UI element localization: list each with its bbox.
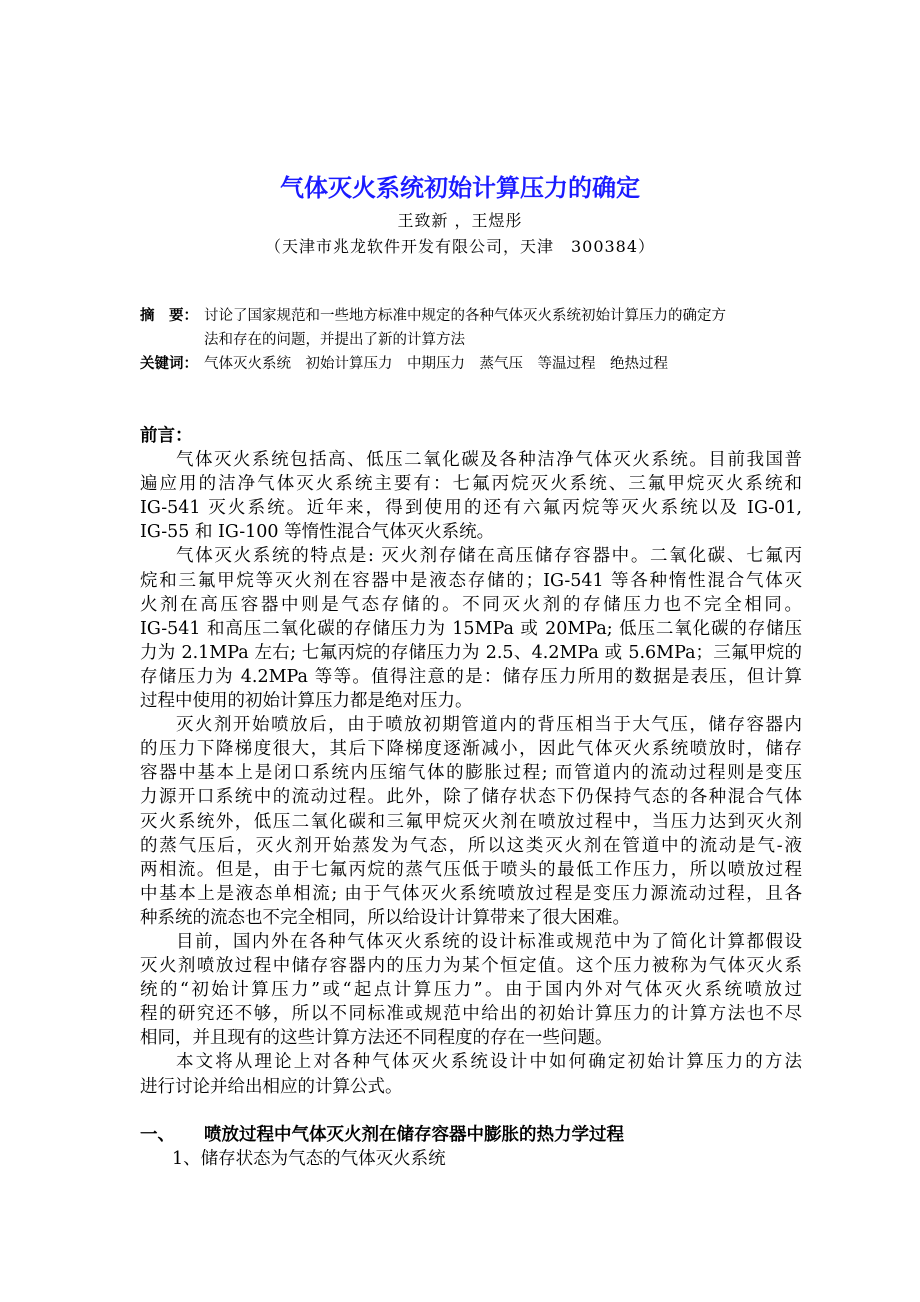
paragraph-line: 中基本上是液态单相流; 由于气体灭火系统喷放过程是变压力源流动过程，且各 — [140, 883, 802, 904]
abstract-line: 法和存在的问题，并提出了新的计算方法 — [204, 332, 465, 348]
paragraph-line: IG-541 和高压二氧化碳的存储压力为 15MPa 或 20MPa; 低压二氧化碳的存储压 — [140, 618, 802, 639]
paragraph — [140, 544, 802, 713]
paragraph-line: 容器中基本上是闭口系统内压缩气体的膨胀过程; 而管道内的流动过程则是变压 — [140, 763, 802, 784]
affiliation: （天津市兆龙软件开发有限公司，天津 300384） — [264, 237, 656, 256]
paragraph-line: 火剂在高压容器中则是气态存储的。不同灭火剂的存储压力也不完全相同。 — [140, 594, 802, 615]
paragraph — [140, 1050, 802, 1098]
paragraph-line: 遍应用的洁净气体灭火系统主要有：七氟丙烷灭火系统、三氟甲烷灭火系统和 — [140, 474, 802, 495]
subsection-heading: 1、储存状态为气态的气体灭火系统 — [172, 1148, 446, 1169]
paragraph-line: 种系统的流态也不完全相同，所以给设计计算带来了很大困难。 — [140, 907, 630, 928]
paragraph-line: 本文将从理论上对各种气体灭火系统设计中如何确定初始计算压力的方法 — [176, 1052, 802, 1073]
paragraph-line: 灭火剂开始喷放后，由于喷放初期管道内的背压相当于大气压，储存容器内 — [176, 715, 802, 736]
paragraph-line: 相同，并且现有的这些计算方法还不同程度的存在一些问题。 — [140, 1028, 613, 1049]
paragraph-line: 统的“初始计算压力”或“起点计算压力”。由于国内外对气体灭火系统喷放过 — [140, 980, 802, 1001]
paragraph-line: IG-541 灭火系统。近年来，得到使用的还有六氟丙烷等灭火系统以及 IG-01, — [140, 498, 802, 519]
paragraph-line: 两相流。但是，由于七氟丙烷的蒸气压低于喷头的最低工作压力，所以喷放过程 — [140, 859, 802, 880]
paragraph-line: IG-55 和 IG-100 等惰性混合气体灭火系统。 — [140, 522, 495, 543]
abstract-label: 摘 要： — [140, 307, 198, 324]
paragraph-line: 力为 2.1MPa 左右; 七氟丙烷的存储压力为 2.5、4.2MPa 或 5.6MPa；三氟甲烷的 — [140, 642, 802, 663]
section-number: 一、 — [140, 1124, 175, 1145]
section-heading — [140, 1123, 802, 1147]
paragraph-line: 进行讨论并给出相应的计算公式。 — [140, 1076, 403, 1097]
paragraph — [140, 930, 802, 1050]
paragraph-line: 力源开口系统中的流动过程。此外，除了储存状态下仍保持气态的各种混合气体 — [140, 787, 802, 808]
abstract — [140, 304, 800, 376]
paragraph-line: 过程中使用的初始计算压力都是绝对压力。 — [140, 691, 473, 712]
paragraph — [140, 448, 802, 544]
paragraph-line: 烷和三氟甲烷等灭火剂在容器中是液态存储的；IG-541 等各种惰性混合气体灭 — [140, 570, 802, 591]
paragraph — [140, 713, 802, 930]
authors: 王致新 ，王煜彤 — [397, 211, 523, 230]
body-text — [140, 424, 802, 1171]
section-title: 喷放过程中气体灭火剂在储存容器中膨胀的热力学过程 — [204, 1124, 624, 1145]
paragraph-line: 程的研究还不够，所以不同标准或规范中给出的初始计算压力的计算方法也不尽 — [140, 1004, 802, 1025]
paragraph-line: 灭火剂喷放过程中储存容器内的压力为某个恒定值。这个压力被称为气体灭火系 — [140, 956, 802, 977]
paragraph-line: 气体灭火系统的特点是: 灭火剂存储在高压储存容器中。二氧化碳、七氟丙 — [176, 546, 802, 567]
keywords-label: 关键词： — [140, 355, 198, 372]
document-title: 气体灭火系统初始计算压力的确定 — [280, 174, 640, 202]
paragraph-line: 的蒸气压后，灭火剂开始蒸发为气态，所以这类灭火剂在管道中的流动是气-液 — [140, 835, 802, 856]
paragraph-line: 目前，国内外在各种气体灭火系统的设计标准或规范中为了简化计算都假设 — [176, 931, 802, 952]
paragraph-line: 存储压力为 4.2MPa 等等。值得注意的是：储存压力所用的数据是表压，但计算 — [140, 666, 802, 687]
abstract-line: 讨论了国家规范和一些地方标准中规定的各种气体灭火系统初始计算压力的确定方 — [204, 308, 726, 324]
paragraph-line: 气体灭火系统包括高、低压二氧化碳及各种洁净气体灭火系统。目前我国普 — [176, 450, 802, 471]
keywords-text: 气体灭火系统 初始计算压力 中期压力 蒸气压 等温过程 绝热过程 — [204, 356, 668, 372]
paragraph-line: 灭火系统外，低压二氧化碳和三氟甲烷灭火剂在喷放过程中，当压力达到灭火剂 — [140, 811, 802, 832]
paragraph-line: 的压力下降梯度很大，其后下降梯度逐渐减小，因此气体灭火系统喷放时，储存 — [140, 739, 802, 760]
preface-heading: 前言： — [140, 426, 193, 446]
